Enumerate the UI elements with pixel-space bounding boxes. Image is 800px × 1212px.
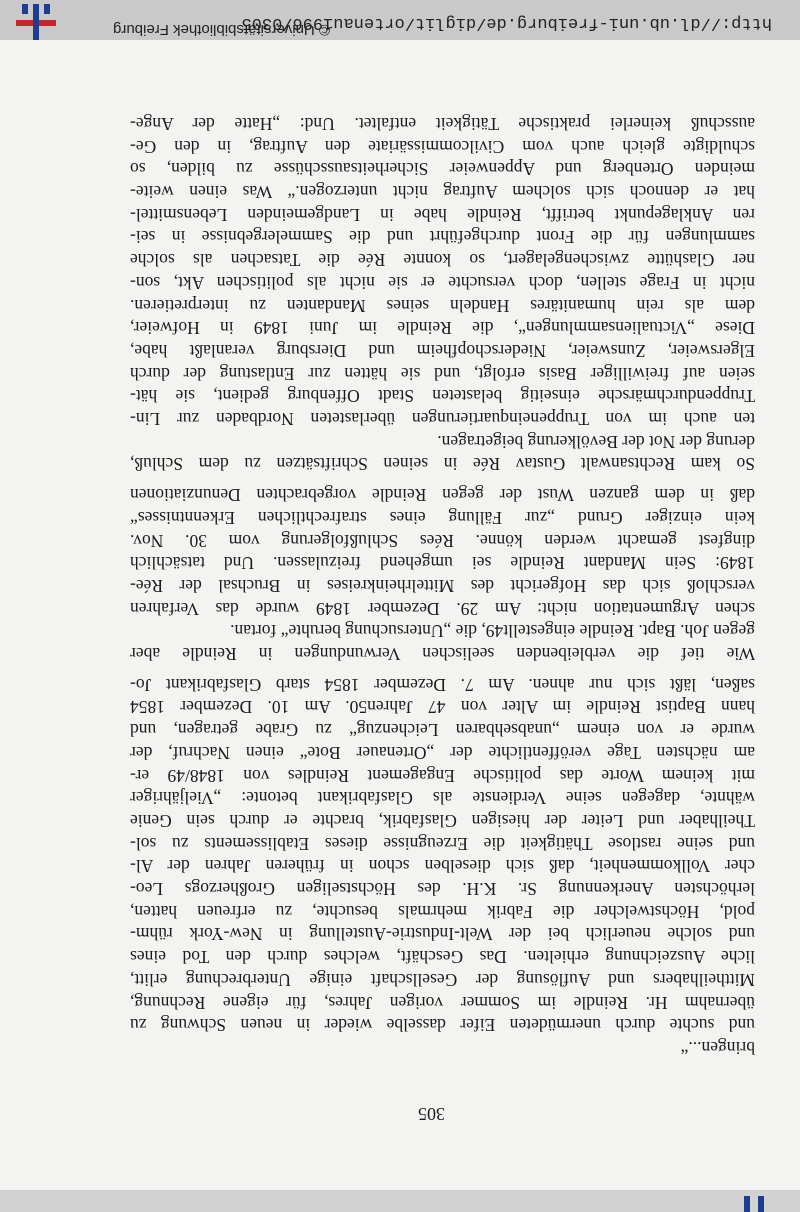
library-logo-icon xyxy=(16,4,56,40)
text-line: und suchte durch unermüdeten Eifer dasselbe wieder in neuen Schwung zu xyxy=(130,1015,755,1036)
text-line: schuldigte gleich auch vom Civilcommissäriate den Auftrag, in den Ge- xyxy=(130,136,755,157)
text-line: derung der Not der Bevölkerung beigetragen. xyxy=(437,431,755,452)
text-line: wähnte, dagegen seine Verdienste als Glasfabrikant betonte: „Vieljähriger xyxy=(130,788,755,809)
text-line: ren Anklagepunkt betrifft, Reindle habe in Landgemeinden Lebensmittel- xyxy=(130,204,755,225)
text-line: sammlungen für die Front durchgeführt und die Sammelergebnisse in sei- xyxy=(130,227,755,248)
text-line: Wie tief die verbleibenden seelischen Verwundungen in Reindle aber xyxy=(130,644,755,665)
text-line: Mittheilhabers und Auflösung der Gesellschaft einige Unterbrechung erlitt, xyxy=(130,969,755,990)
page-number: 305 xyxy=(418,1104,445,1124)
text-line: So kam Rechtsanwalt Gustav Rée in seinen Schriftsätzen zu dem Schluß, xyxy=(130,454,755,475)
text-line: hann Baptist Reindle im Alter von 47 Jahren50. Am 10. Dezember 1854 xyxy=(130,697,755,718)
text-line: nicht in Frage stellen, doch versuchte er sie nicht als politischen Akt, son- xyxy=(130,272,755,293)
text-line: lerhöchsten Anerkennung Sr. K.H. des Höchstseligen Großherzogs Leo- xyxy=(130,879,755,900)
text-line: Truppendurchmärsche einseitig belasteten Stadt Offenburg gedient, sie hät- xyxy=(130,386,755,407)
text-line: Diese „Victualiensammlungen“, die Reindle im Juni 1849 in Hofweier, xyxy=(130,318,755,339)
text-line: Theilhaber und Leiter der hiesigen Glasfabrik, brachte er durch sein Genie xyxy=(130,811,755,831)
text-line: liche Auszeichnung erhielten. Das Geschäft, welches durch den Tod eines xyxy=(130,947,755,968)
text-line: Elgersweier, Zunsweier, Niederschopfheim und Diersburg veranlaßt habe, xyxy=(130,341,755,361)
text-line: saßen, läßt sich nur ahnen. Am 7. Dezember 1854 starb Glasfabrikant Jo- xyxy=(130,674,755,695)
text-line: dingfest gemacht werden könne. Rées Schlußfolgerung vom 30. Nov. xyxy=(130,530,755,551)
text-line: am nächsten Tage veröffentlichte der „Ortenauer Bote“ einen Nachruf, der xyxy=(130,742,755,763)
text-line: hat er dennoch sich solchem Auftrag nicht unterzogen.“ Was einen weite- xyxy=(130,182,755,203)
text-line: ner Glashütte zwischengelagert, so konnte Rée die Tatsachen als solche xyxy=(130,250,755,271)
text-line: und seine rastlose Thätigkeit die Erzeugnisse dieses Etablissements zu sol- xyxy=(130,833,755,854)
text-line: meinden Ortenberg und Appenweier Sicherheitsausschüsse zu bilden, so xyxy=(130,159,755,180)
text-line: wurde er von einem „unabsehbaren Leichenzug“ zu Grabe getragen, und xyxy=(130,720,755,741)
copyright-notice: © Universitätsbibliothek Freiburg xyxy=(113,21,330,38)
text-line: gegen Joh. Bapt. Reindle eingestellt49, die „Untersuchung beruhte“ fortan. xyxy=(230,621,755,642)
text-line: übernahm Hr. Reindle im Sommer vorigen Jahres, für eigene Rechnung, xyxy=(130,992,755,1013)
text-line: daß in dem ganzen Wust der gegen Reindle vorgebrachten Denunziationen xyxy=(130,485,755,506)
text-line: bringen...“ xyxy=(680,1038,755,1058)
text-line: dem als rein humanitäres Handeln seines Mandanten zu interpretieren. xyxy=(130,295,755,316)
text-line: cher Vollkommenheit, daß sich dieselben schon in früheren Jahren der Al- xyxy=(130,856,755,877)
text-line: verschloß sich das Hofgericht des Mittelrheinkreises in Bruchsal der Rée- xyxy=(130,576,755,596)
text-line: ausschuß keinerlei praktische Tätigkeit entfaltet. Und: „Hatte der Ange- xyxy=(130,114,755,134)
source-url[interactable]: http://dl.ub.uni-freiburg.de/diglit/ortenau1996/0305 xyxy=(241,13,772,32)
text-line: schen Argumentation nicht: Am 29. Dezember 1849 wurde das Verfahren xyxy=(130,598,755,619)
text-line: 1849: Sein Mandant Reindle sei umgehend freizulassen. Und tatsächlich xyxy=(130,553,755,574)
text-line: kein einziger Grund „zur Fällung eines strafrechtlichen Erkenntnisses“ xyxy=(130,507,755,528)
text-line: pold, Höchstwelcher die Fabrik mehrmals besuchte, zu erfreuen hatten, xyxy=(130,901,755,922)
library-logo-icon xyxy=(730,1190,770,1212)
text-line: und solche neuerlich bei der Welt-Industrie-Austellung in New-York rühm- xyxy=(130,924,755,945)
text-line: seien auf freiwilliger Basis erfolgt, und sie hätten zur Entlastung der durch xyxy=(130,363,755,384)
text-line: mit keinem Worte das politische Engagement Reindles von 1848/49 er- xyxy=(130,765,755,786)
viewer-top-bar xyxy=(0,1190,800,1212)
viewer-footer-bar xyxy=(0,0,800,40)
text-line: ten auch im von Truppeneinquartierungen überlasteten Nordbaden zur Lin- xyxy=(130,409,755,430)
